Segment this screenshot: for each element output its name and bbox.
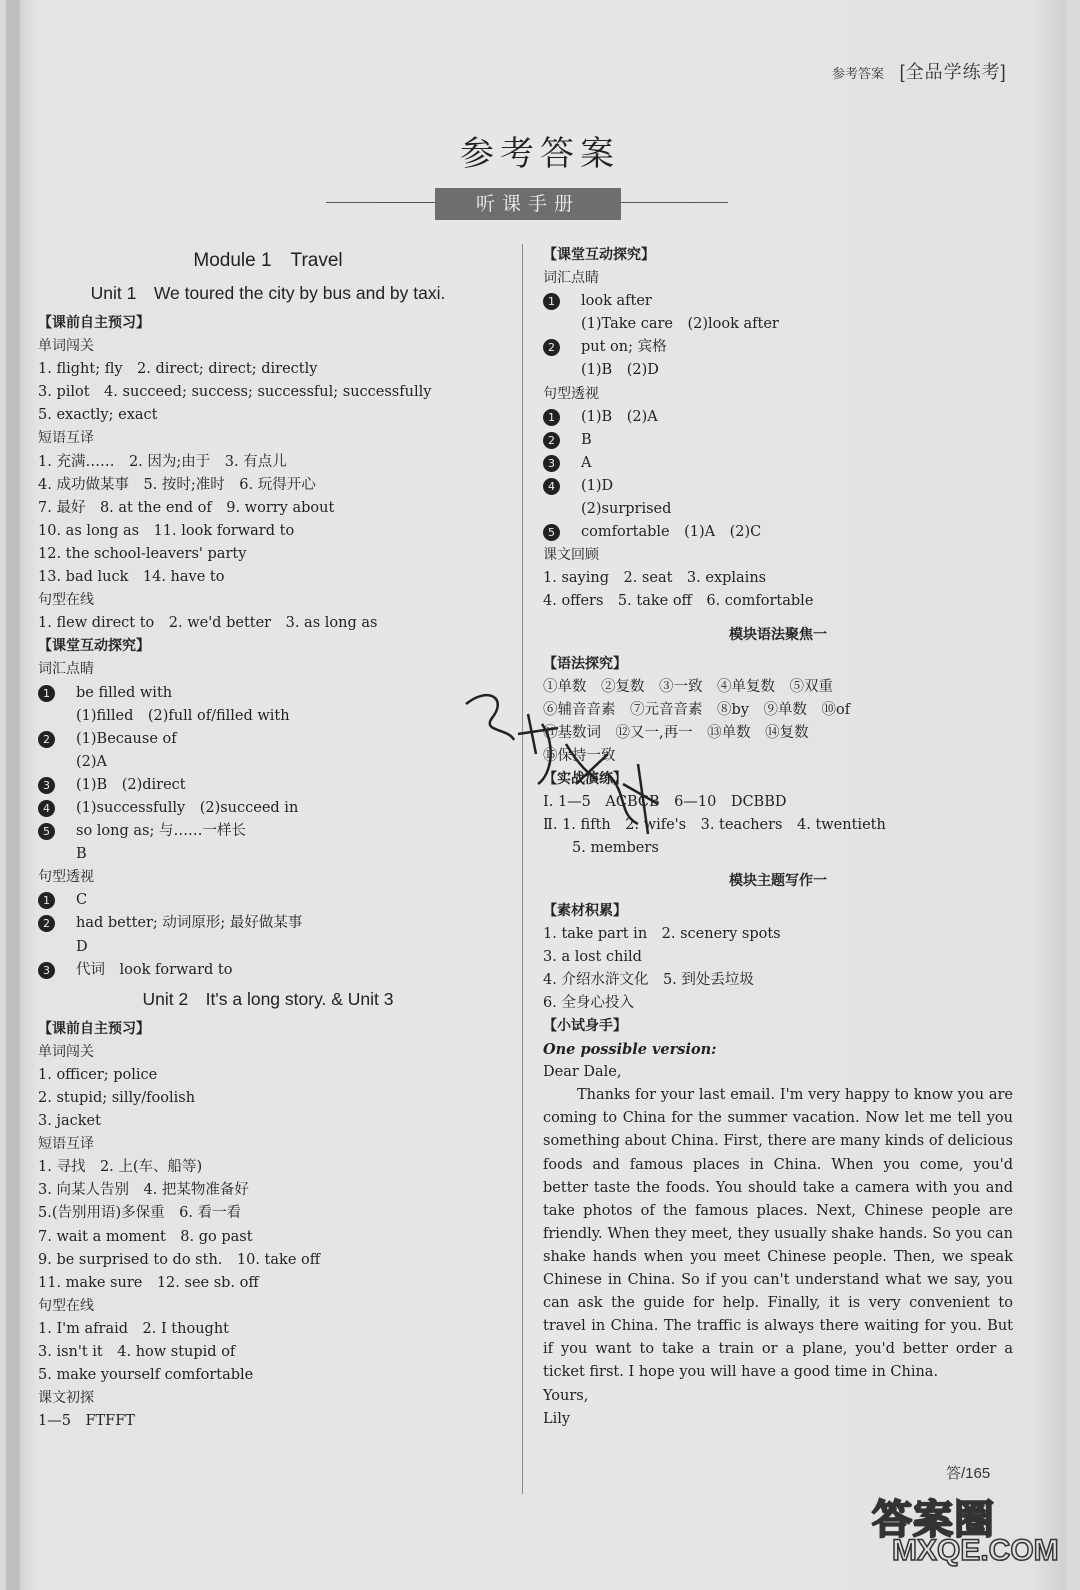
answer-line: 5.(告别用语)多保重 6. 看一看 — [38, 1205, 242, 1222]
answer-line: 7. 最好 8. at the end of 9. worry about — [38, 499, 335, 516]
item-answer: A — [581, 454, 592, 471]
answer-line: 2. stupid; silly/foolish — [38, 1090, 196, 1106]
unit2-heading: Unit 2 It's a long story. & Unit 3 — [142, 988, 394, 1009]
answer-line: 7. wait a moment 8. go past — [38, 1228, 253, 1245]
item-answer-continued: B — [76, 846, 87, 863]
answer-line: 13. bad luck 14. have to — [38, 569, 225, 586]
answer-line: 1. take part in 2. scenery spots — [543, 925, 781, 942]
section-heading: 【素材积累】 — [543, 902, 627, 919]
item-number-badge: 2 — [543, 432, 560, 449]
item-number-badge: 4 — [38, 800, 55, 817]
answer-line: 9. be surprised to do sth. 10. take off — [38, 1251, 321, 1268]
page-number: 答/165 — [946, 1465, 991, 1482]
numbered-item — [543, 452, 1013, 475]
answer-line: 3. isn't it 4. how stupid of — [38, 1344, 236, 1361]
answer-line: 3. 向某人告别 4. 把某物准备好 — [38, 1182, 249, 1199]
section-heading: 【语法探究】 — [543, 655, 627, 672]
numbered-list — [38, 889, 498, 981]
column-divider — [522, 244, 523, 1494]
item-answer-continued: D — [76, 938, 88, 955]
item-number-badge: 3 — [38, 777, 55, 794]
answer-list — [38, 358, 498, 427]
page-header — [832, 58, 1007, 84]
answer-line: Ⅱ. 1. fifth 2. wife's 3. teachers 4. twentieth — [543, 817, 886, 834]
header-section: 参考答案 — [832, 66, 885, 81]
item-answer-continued: (2)A — [76, 753, 108, 770]
item-number-badge: 1 — [543, 409, 560, 426]
header-brand: [全品学练考] — [899, 62, 1007, 82]
subsection-heading: 单词闯关 — [38, 338, 94, 355]
answer-line: 1. flight; fly 2. direct; direct; directly — [38, 361, 318, 378]
answer-list — [38, 1064, 498, 1133]
item-answer-continued: (1)filled (2)full of/filled with — [76, 707, 290, 724]
banner-rule-right — [620, 202, 728, 203]
subsection-heading: 词汇点睛 — [543, 270, 599, 287]
subsection-heading: 短语互译 — [38, 430, 94, 447]
answer-list — [543, 923, 1013, 1015]
numbered-list — [543, 290, 1013, 382]
answer-line: 1. officer; police — [38, 1066, 158, 1083]
unit1-heading: Unit 1 We toured the city by bus and by taxi. — [90, 283, 446, 303]
module-heading: Module 1 Travel — [193, 250, 343, 271]
numbered-item — [543, 429, 1013, 452]
item-answer: C — [76, 892, 88, 909]
subsection-heading: 词汇点睛 — [38, 661, 94, 678]
answer-line: ①单数 ②复数 ③一致 ④单复数 ⑤双重 — [543, 678, 833, 695]
item-answer: (1)D — [581, 477, 614, 494]
item-number-badge: 2 — [543, 339, 560, 356]
item-answer-continued: (1)B (2)D — [581, 362, 659, 379]
answer-list — [38, 1318, 498, 1387]
answer-line: 1—5 FTFFT — [38, 1413, 135, 1430]
answer-line: 5. make yourself comfortable — [38, 1367, 254, 1384]
item-answer: be filled with — [76, 684, 173, 701]
subsection-heading: 课文初探 — [38, 1390, 94, 1407]
item-answer: (1)successfully (2)succeed in — [76, 799, 299, 816]
item-answer-continued: (2)surprised — [581, 501, 672, 518]
answer-line: 4. 成功做某事 5. 按时;准时 6. 玩得开心 — [38, 476, 316, 493]
answer-list — [38, 1156, 498, 1295]
answer-line: 3. pilot 4. succeed; success; successful; successfully — [38, 384, 432, 401]
answer-list — [38, 451, 498, 590]
item-answer: so long as; 与……一样长 — [76, 823, 246, 840]
item-answer: comfortable (1)A (2)C — [581, 524, 762, 541]
subsection-heading: 句型透视 — [38, 869, 94, 886]
answer-line: 12. the school-leavers' party — [38, 545, 247, 562]
version-label: One possible version: — [543, 1041, 717, 1059]
answer-line: 11. make sure 12. see sb. off — [38, 1274, 259, 1291]
item-number-badge: 3 — [543, 455, 560, 472]
item-number-badge: 1 — [38, 892, 55, 909]
item-answer: (1)B (2)A — [581, 408, 658, 425]
numbered-item — [38, 912, 498, 935]
subsection-heading: 课文回顾 — [543, 547, 599, 564]
item-answer: (1)Because of — [76, 730, 177, 747]
item-answer: put on; 宾格 — [581, 339, 667, 356]
section-heading: 【课前自主预习】 — [38, 315, 150, 331]
section-heading: 【实战演练】 — [543, 771, 627, 788]
left-column — [38, 244, 498, 1433]
section-heading: 【课前自主预习】 — [38, 1020, 150, 1037]
book-spine — [6, 0, 20, 1590]
grammar-heading: 模块语法聚焦一 — [729, 626, 827, 643]
item-number-badge: 1 — [543, 293, 560, 310]
numbered-item — [38, 728, 498, 751]
item-answer: (1)B (2)direct — [76, 776, 186, 793]
item-number-badge: 5 — [543, 524, 560, 541]
item-answer-continued: (1)Take care (2)look after — [581, 316, 779, 333]
subsection-heading: 句型在线 — [38, 1297, 94, 1314]
item-number-badge: 1 — [38, 685, 55, 702]
answer-line: 4. offers 5. take off 6. comfortable — [543, 593, 814, 610]
answer-line: ⑮保持一致 — [543, 747, 616, 764]
numbered-item — [38, 797, 498, 820]
watermark-domain: MXQE.COM — [892, 1534, 1059, 1567]
numbered-item — [38, 774, 498, 797]
answer-list — [543, 567, 1013, 613]
answer-line: 6. 全身心投入 — [543, 994, 634, 1011]
handwritten-scribble — [458, 684, 678, 844]
numbered-item — [543, 290, 1013, 313]
numbered-item — [38, 959, 498, 982]
answer-line: 3. jacket — [38, 1113, 101, 1130]
answer-line: ⑥辅音音素 ⑦元音音素 ⑧by ⑨单数 ⑩of — [543, 701, 851, 718]
answer-line: 1. saying 2. seat 3. explains — [543, 570, 767, 587]
letter-signature: Lily — [543, 1410, 571, 1427]
item-answer: B — [581, 431, 592, 448]
answer-list — [38, 612, 498, 635]
subsection-heading: 句型在线 — [38, 592, 94, 609]
numbered-list — [38, 682, 498, 867]
section-banner: 听课手册 — [435, 188, 621, 220]
section-heading: 【小试身手】 — [543, 1018, 627, 1034]
subsection-heading: 句型透视 — [543, 385, 599, 402]
letter-body: Thanks for your last email. I'm very happy to know you are coming to China for the summer vacation. Now let me tell you something about China. First, there are many kinds of delicious foods and famous places in China. When you come, you'd better taste the foods. You should take a camera with you and take photos of the famous places. Next, Chinese people are friendly. When they meet, they usually shake hands. So you can shake hands when you meet Chinese people. Then, we speak Chinese in China. So if you can't understand what we say, you can ask the guide for help. Finally, it is very convenient to travel in China. The traffic is always there waiting for you. But if you want to take a train or a plane, you'd better order a ticket first. I hope you will have a good time in China. — [543, 1087, 1013, 1381]
numbered-item — [38, 682, 498, 705]
answer-line: 1. 充满…… 2. 因为;由于 3. 有点儿 — [38, 453, 287, 470]
answer-line: 5. exactly; exact — [38, 407, 158, 424]
item-number-badge: 3 — [38, 962, 55, 979]
answer-line: 3. a lost child — [543, 948, 642, 965]
answer-line: 1. I'm afraid 2. I thought — [38, 1320, 229, 1337]
item-answer: 代词 look forward to — [76, 961, 233, 978]
section-heading: 【课堂互动探究】 — [543, 247, 655, 263]
numbered-item — [543, 406, 1013, 429]
section-heading: 【课堂互动探究】 — [38, 638, 150, 655]
numbered-item — [38, 820, 498, 843]
writing-heading: 模块主题写作一 — [729, 873, 827, 890]
answer-line: ⑪基数词 ⑫又一,再一 ⑬单数 ⑭复数 — [543, 724, 809, 741]
answer-line: 1. 寻找 2. 上(车、船等) — [38, 1159, 203, 1176]
item-number-badge: 2 — [38, 731, 55, 748]
answer-list — [38, 1410, 498, 1433]
sample-letter — [543, 1038, 1013, 1431]
subsection-heading: 单词闯关 — [38, 1043, 94, 1060]
numbered-item — [543, 521, 1013, 544]
page-title: 参考答案 — [460, 134, 620, 174]
item-answer: look after — [581, 293, 652, 310]
answer-line: 5. members — [543, 840, 659, 857]
item-number-badge: 5 — [38, 823, 55, 840]
answer-line: 4. 介绍水浒文化 5. 到处丢垃圾 — [543, 971, 754, 988]
letter-greeting: Dear Dale, — [543, 1064, 622, 1081]
answer-line: 10. as long as 11. look forward to — [38, 522, 295, 539]
numbered-item — [543, 336, 1013, 359]
numbered-item — [38, 889, 498, 912]
numbered-item — [543, 475, 1013, 498]
answer-line: Ⅰ. 1—5 ACBCB 6—10 DCBBD — [543, 794, 787, 811]
subsection-heading: 短语互译 — [38, 1136, 94, 1153]
watermark-logo: 答案圈 — [872, 1498, 995, 1542]
numbered-list — [543, 406, 1013, 545]
item-number-badge: 4 — [543, 478, 560, 495]
letter-closing: Yours, — [543, 1387, 589, 1404]
item-number-badge: 2 — [38, 915, 55, 932]
banner-rule-left — [326, 202, 436, 203]
answer-line: 1. flew direct to 2. we'd better 3. as long as — [38, 615, 378, 632]
item-answer: had better; 动词原形; 最好做某事 — [76, 915, 303, 932]
